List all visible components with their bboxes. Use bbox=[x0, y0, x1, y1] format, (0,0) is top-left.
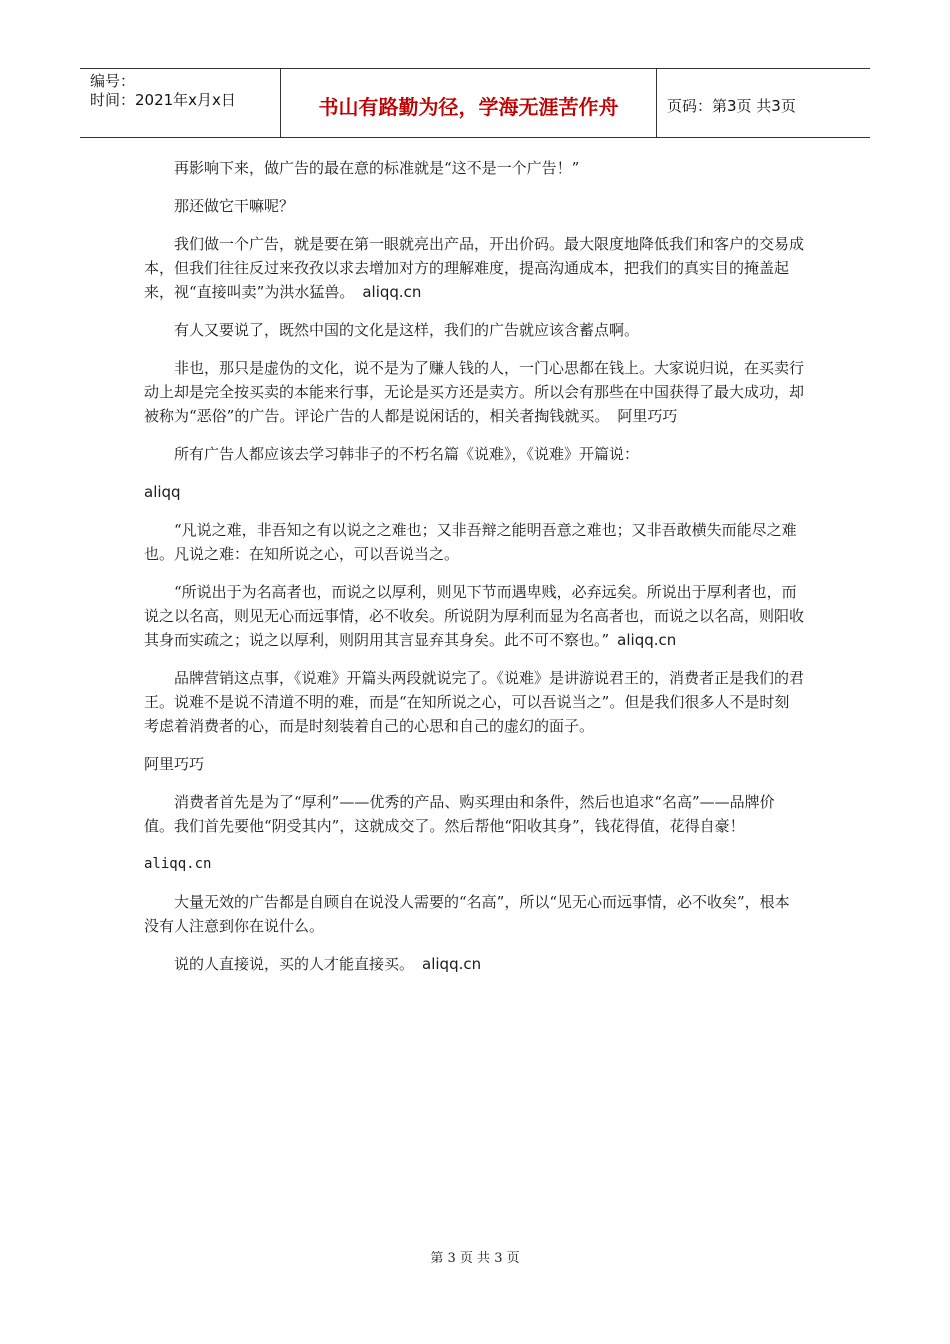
paragraph-text: 我们做一个广告，就是要在第一眼就亮出产品，开出价码。最大限度地降低我们和客户的交易成本，但我们往往反过来孜孜以求去增加对方的理解难度，提高沟通成本，把我们的真实目的掩盖起来，视“直接叫卖”为洪水猛兽。 bbox=[144, 235, 805, 301]
paragraph bbox=[144, 442, 804, 466]
paragraph-text: 有人又要说了，既然中国的文化是这样，我们的广告就应该含蓄点啊。 bbox=[174, 321, 640, 339]
paragraph bbox=[144, 194, 804, 218]
page-header bbox=[80, 68, 870, 138]
paragraph-text: 那还做它干嘛呢？ bbox=[174, 197, 295, 215]
header-motto: 书山有路勤为径，学海无涯苦作舟 bbox=[281, 69, 657, 137]
paragraph-text: “所说出于为名高者也，而说之以厚利，则见下节而遇卑贱，必弃远矣。所说出于厚利者也，而说之以名高，则见无心而远事情，必不收矣。所说阴为厚利而显为名高者也，而说之以名高，则阳收其身而实疏之；说之以厚利，则阴用其言显弃其身矣。此不可不察也。” bbox=[144, 583, 805, 649]
paragraph bbox=[144, 790, 804, 838]
document-body bbox=[144, 156, 804, 990]
paragraph bbox=[144, 356, 804, 428]
paragraph-text: 非也，那只是虚伪的文化，说不是为了赚人钱的人，一门心思都在钱上。大家说归说，在买卖行动上却是完全按买卖的本能来行事，无论是买方还是卖方。所以会有那些在中国获得了最大成功，却被称为“恶俗”的广告。评论广告的人都是说闲话的，相关者掏钱就买。 bbox=[144, 359, 805, 425]
paragraph bbox=[144, 952, 804, 976]
paragraph-text: “凡说之难，非吾知之有以说之之难也；又非吾辩之能明吾意之难也；又非吾敢横失而能尽之难也。凡说之难：在知所说之心，可以吾说当之。 bbox=[144, 521, 797, 563]
header-page-label: 页码：第3页 共3页 bbox=[667, 96, 796, 115]
source-tag: aliqq.cn bbox=[617, 631, 677, 649]
paragraph-text: 阿里巧巧 bbox=[144, 755, 205, 773]
paragraph-text: aliqq.cn bbox=[144, 856, 212, 872]
source-line bbox=[144, 480, 804, 504]
paragraph bbox=[144, 890, 804, 938]
paragraph bbox=[144, 518, 804, 566]
paragraph-text: 再影响下来，做广告的最在意的标准就是“这不是一个广告！” bbox=[174, 159, 580, 177]
paragraph-text: 大量无效的广告都是自顾自在说没人需要的“名高”，所以“见无心而远事情，必不收矣”，根本没有人注意到你在说什么。 bbox=[144, 893, 790, 935]
paragraph bbox=[144, 232, 804, 304]
paragraph-text: 消费者首先是为了“厚利”——优秀的产品、购买理由和条件，然后也追求“名高”——品牌价值。我们首先要他“阴受其内”，这就成交了。然后帮他“阳收其身”，钱花得值，花得自豪！ bbox=[144, 793, 775, 835]
source-tag: 阿里巧巧 bbox=[617, 407, 678, 425]
source-tag: aliqq.cn bbox=[362, 283, 422, 301]
page-footer: 第 3 页 共 3 页 bbox=[430, 1251, 520, 1266]
source-tag: aliqq.cn bbox=[422, 955, 482, 973]
paragraph-text: 所有广告人都应该去学习韩非子的不朽名篇《说难》，《说难》开篇说： bbox=[174, 445, 640, 463]
paragraph bbox=[144, 318, 804, 342]
source-line bbox=[144, 752, 804, 776]
paragraph-text: aliqq bbox=[144, 483, 181, 501]
paragraph-text: 品牌营销这点事，《说难》开篇头两段就说完了。《说难》是讲游说君王的，消费者正是我们的君王。说难不是说不清道不明的难，而是“在知所说之心，可以吾说当之”。但是我们很多人不是时刻考虑着消费者的心，而是时刻装着自己的心思和自己的虚幻的面子。 bbox=[144, 669, 805, 735]
paragraph-text: 说的人直接说，买的人才能直接买。 bbox=[174, 955, 415, 973]
paragraph bbox=[144, 580, 804, 652]
date-label: 时间：2021年x月x日 bbox=[90, 91, 236, 109]
paragraph bbox=[144, 666, 804, 738]
source-line bbox=[144, 852, 804, 876]
header-meta-cell bbox=[80, 69, 281, 137]
document-number-label: 编号： bbox=[90, 72, 136, 90]
paragraph bbox=[144, 156, 804, 180]
